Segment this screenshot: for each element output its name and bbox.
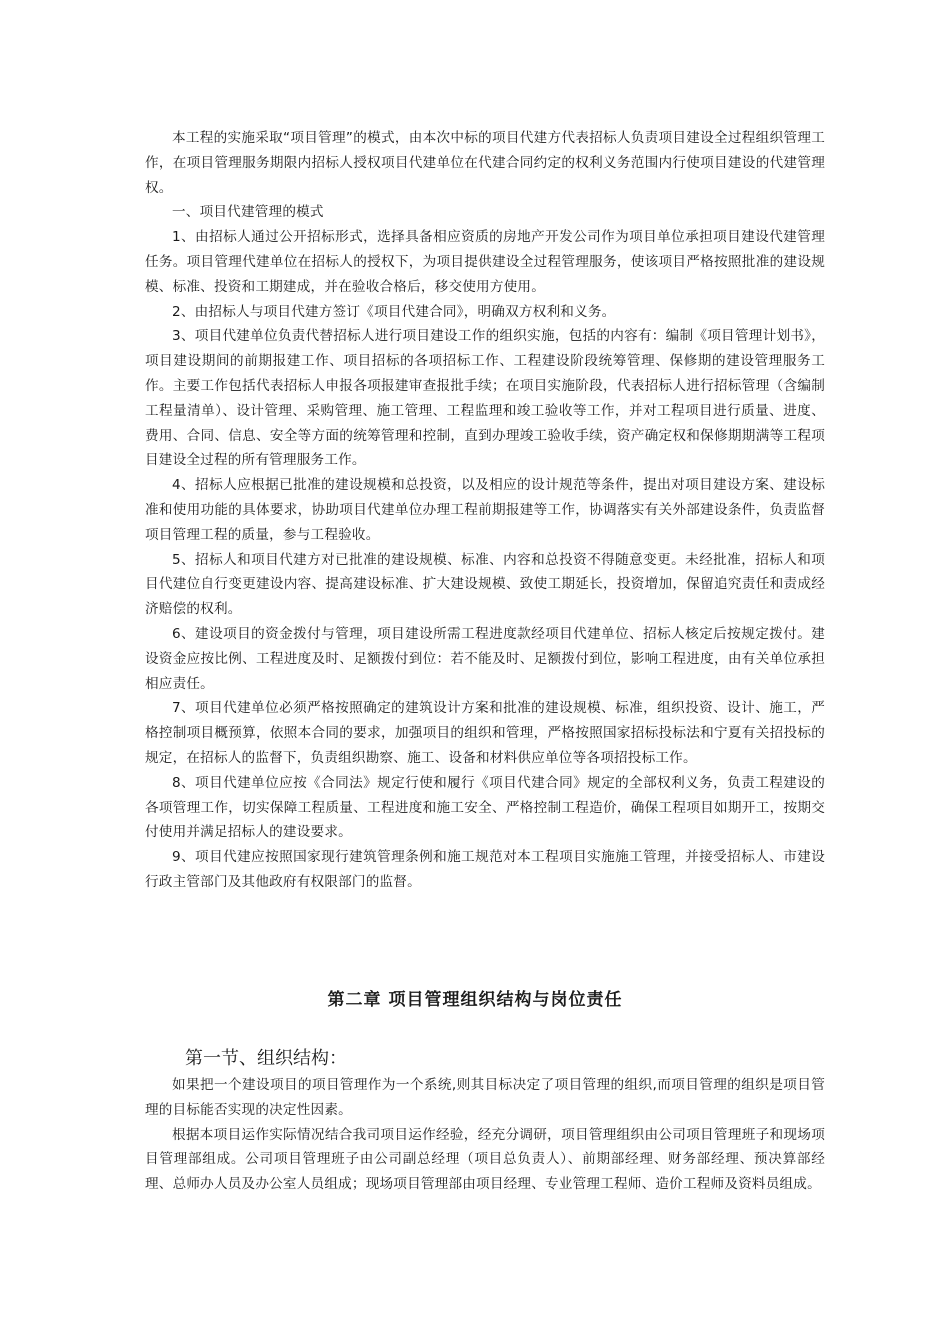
section-title: 第一节、组织结构： [185,1048,347,1069]
intro-paragraph: 本工程的实施采取“项目管理”的模式，由本次中标的项目代建方代表招标人负责项目建设全过程组织管理工作，在项目管理服务期限内招标人授权项目代建单位在代建合同约定的权利义务范围内行使项目建设的代建管理权。 [145,130,825,196]
section-paragraph: 根据本项目运作实际情况结合我司项目运作经验，经充分调研，项目管理组织由公司项目管理班子和现场项目管理部组成。公司项目管理班子由公司副总经理（项目总负责人）、前期部经理、财务部经理、预决算部经理、总师办人员及办公室人员组成；现场项目管理部由项目经理、专业管理工程师、造价工程师及资料员组成。 [145,1126,825,1193]
organization-section [145,1045,825,1197]
chapter-title: 第二章 项目管理组织结构与岗位责任 [327,990,623,1010]
clause-5: 5、招标人和项目代建方对已批准的建设规模、标准、内容和总投资不得随意变更。未经批准，招标人和项目代建位自行变更建设内容、提高建设标准、扩大建设规模、致使工期延长，投资增加，保留追究责任和责成经济赔偿的权利。 [145,551,825,618]
clause-3: 3、项目代建单位负责代替招标人进行项目建设工作的组织实施，包括的内容有：编制《项目管理计划书》，项目建设期间的前期报建工作、项目招标的各项招标工作、工程建设阶段统筹管理、保修期的建设管理服务工作。主要工作包括代表招标人申报各项报建审查报批手续；在项目实施阶段，代表招标人进行招标管理（含编制工程量清单）、设计管理、采购管理、施工管理、工程监理和竣工验收等工作，并对工程项目进行质量、进度、费用、合同、信息、安全等方面的统筹管理和控制，直到办理竣工验收手续，资产确定权和保修期期满等工程项目建设全过程的所有管理服务工作。 [145,328,825,469]
clause-1: 1、由招标人通过公开招标形式，选择具备相应资质的房地产开发公司作为项目单位承担项目建设代建管理任务。项目管理代建单位在招标人的授权下，为项目提供建设全过程管理服务，使该项目严格按照批准的建设规模、标准、投资和工期建成，并在验收合格后，移交使用方使用。 [145,229,825,295]
clause-8: 8、项目代建单位应按《合同法》规定行使和履行《项目代建合同》规定的全部权利义务，负责工程建设的各项管理工作，切实保障工程质量、工程进度和施工安全、严格控制工程造价，确保工程项目如期开工，按期交付使用并满足招标人的建设要求。 [145,774,825,841]
subheading-mode: 一、项目代建管理的模式 [172,204,324,221]
clause-6: 6、建设项目的资金拨付与管理，项目建设所需工程进度款经项目代建单位、招标人核定后按规定拨付。建设资金应按比例、工程进度及时、足额拨付到位：若不能及时、足额拨付到位，影响工程进度，由有关单位承担相应责任。 [145,625,825,692]
clause-2: 2、由招标人与项目代建方签订《项目代建合同》，明确双方权利和义务。 [172,303,616,320]
clause-7: 7、项目代建单位必须严格按照确定的建筑设计方案和批准的建设规模、标准，组织投资、设计、施工，严格控制项目概预算，依照本合同的要求，加强项目的组织和管理，严格按照国家招标投标法和宁夏有关招投标的规定，在招标人的监督下，负责组织勘察、施工、设备和材料供应单位等各项招投标工作。 [145,700,825,766]
section-paragraph: 如果把一个建设项目的项目管理作为一个系统,则其目标决定了项目管理的组织,而项目管理的组织是项目管理的目标能否实现的决定性因素。 [145,1077,825,1118]
intro-section [145,126,825,895]
clause-9: 9、项目代建应按照国家现行建筑管理条例和施工规范对本工程项目实施施工管理，并接受招标人、市建设行政主管部门及其他政府有权限部门的监督。 [145,849,825,890]
clause-4: 4、招标人应根据已批准的建设规模和总投资，以及相应的设计规范等条件，提出对项目建设方案、建设标准和使用功能的具体要求，协助项目代建单位办理工程前期报建等工作，协调落实有关外部建设条件，负责监督项目管理工程的质量，参与工程验收。 [145,477,825,543]
